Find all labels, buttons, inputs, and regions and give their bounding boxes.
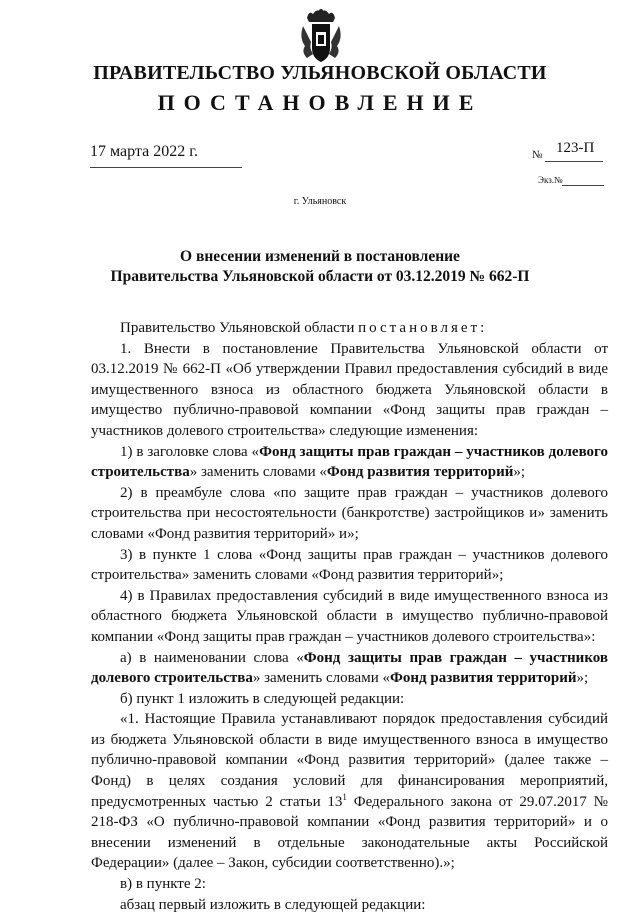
paragraph-1-3: 3) в пункте 1 слова «Фонд защиты прав граждан – участников долевого строительства» заменить словами «Фонд развития территорий»; [91, 546, 608, 584]
document-body [91, 318, 608, 915]
paragraph-1-2: 2) в преамбуле слова «по защите прав граждан – участников долевого строительства при несостоятельности (банкротстве) застройщиков и» заменить словами «Фонд развития территорий» и»; [91, 484, 608, 542]
ulyanovsk-coat-of-arms-icon [299, 8, 343, 64]
bold-old-name: Фонд защиты прав граждан – участников долевого строительства [91, 443, 608, 481]
date-underline [90, 167, 242, 168]
number-sign: № [532, 149, 543, 161]
document-date: 17 марта 2022 г. [90, 143, 198, 160]
preamble-text: Правительство Ульяновской области [120, 320, 359, 336]
document-number: 123-П [556, 140, 595, 156]
superscript: 1 [342, 791, 347, 802]
paragraph-1-4: 4) в Правилах предоставления субсидий в виде имущественного взноса из областного бюджета Ульяновской области в имущество публично-правовой компании «Фонд защиты прав граждан – участников долевого строительства»: [91, 587, 608, 645]
bold-old-name: Фонд защиты прав граждан – участников долевого строительства [91, 649, 608, 687]
resolves-word: постановляет [358, 320, 481, 336]
paragraph-1-1: 1) в заголовке слова «Фонд защиты прав граждан – участников долевого строительства» заменить словами «Фонд развития территорий»; [91, 443, 608, 481]
city: г. Ульяновск [293, 196, 347, 207]
title-line-2: Правительства Ульяновской области от 03.12.2019 № 662-П [110, 268, 530, 285]
document-type: ПОСТАНОВЛЕНИЕ [157, 90, 483, 115]
paragraph-1-4-a: а) в наименовании слова «Фонд защиты прав граждан – участников долевого строительства» заменить словами «Фонд развития территорий»; [91, 649, 608, 687]
bold-new-name: Фонд развития территорий [389, 670, 577, 687]
paragraph-1: 1. Внести в постановление Правительства Ульяновской области от 03.12.2019 № 662-П «Об утверждении Правил предоставления субсидий в виде имущественного взноса из областного бюджета Ульяновской области в имущество публично-правовой компании «Фонд защиты прав граждан – участников долевого строительства» следующие изменения: [91, 340, 608, 439]
bold-new-name: Фонд развития территорий [326, 464, 514, 481]
copy-number-underline [562, 185, 604, 186]
title-line-1: О внесении изменений в постановление [180, 248, 460, 265]
paragraph-1-4-b: б) пункт 1 изложить в следующей редакции: [120, 690, 405, 707]
paragraph-abzac: абзац первый изложить в следующей редакции: [120, 896, 426, 913]
paragraph-rules-1: «1. Настоящие Правила устанавливают порядок предоставления субсидий из бюджета Ульяновской области в виде имущественного взноса в имущество публично-правовой компании «Фонд развития территорий» (далее также – Фонд) в целях создания условий для финансирования мероприятий, предусмотренных частью 2 статьи $13^1$ Федерального закона от 29.07.2017 № 218-ФЗ «О публично-правовой компании «Фонд развития территорий» и о внесении изменений в отдельные законодательные акты Российской Федерации» (далее – Закон, субсидии соответственно).»; [91, 711, 608, 872]
paragraph-1-4-v: в) в пункте 2: [120, 876, 206, 893]
number-underline [545, 161, 603, 162]
paragraph-preamble [91, 318, 608, 339]
document-title [0, 247, 640, 287]
preamble-colon: : [480, 320, 485, 336]
organization-name: ПРАВИТЕЛЬСТВО УЛЬЯНОВСКОЙ ОБЛАСТИ [93, 62, 547, 84]
copy-number-label: Экз.№ [538, 175, 563, 185]
